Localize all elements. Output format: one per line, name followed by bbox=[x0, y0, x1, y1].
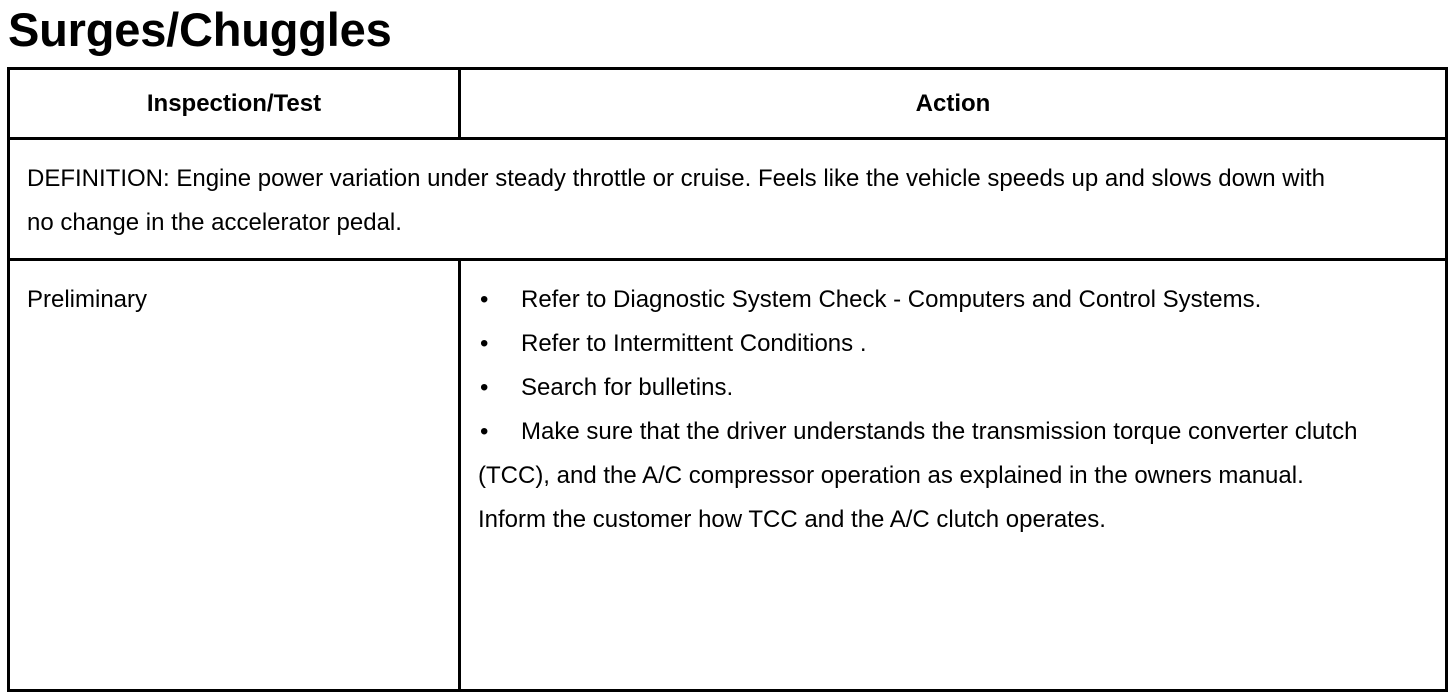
action-item-text: Refer to Intermittent Conditions . bbox=[521, 330, 867, 357]
header-inspection-test: Inspection/Test bbox=[146, 89, 322, 117]
page-title: Surges/Chuggles bbox=[8, 3, 392, 56]
inspection-preliminary: Preliminary bbox=[27, 286, 148, 313]
bullet-icon: • bbox=[480, 330, 489, 357]
header-divider bbox=[10, 137, 1445, 140]
action-item bbox=[478, 278, 1378, 322]
bullet-icon: • bbox=[480, 374, 489, 401]
action-item bbox=[478, 366, 1378, 410]
definition-text: DEFINITION: Engine power variation under steady throttle or cruise. Feels like the vehicle speeds up and slows down with no change in the accelerator pedal. bbox=[27, 165, 1325, 236]
diagnostic-table bbox=[7, 67, 1448, 692]
bullet-icon: • bbox=[480, 286, 489, 313]
header-action: Action bbox=[915, 89, 991, 117]
action-item-text: Refer to Diagnostic System Check - Computers and Control Systems. bbox=[521, 286, 1262, 313]
bullet-icon: • bbox=[480, 418, 489, 445]
definition-divider bbox=[10, 258, 1445, 261]
action-item bbox=[478, 410, 1378, 542]
action-list bbox=[478, 278, 1378, 542]
column-divider-body bbox=[458, 261, 461, 689]
action-item bbox=[478, 322, 1378, 366]
action-item-text: Make sure that the driver understands the transmission torque converter clutch (TCC), and the A/C compressor operation as explained in the owners manual. Inform the customer how TCC and the A/C clutch operates. bbox=[478, 418, 1358, 533]
action-item-text: Search for bulletins. bbox=[521, 374, 734, 401]
